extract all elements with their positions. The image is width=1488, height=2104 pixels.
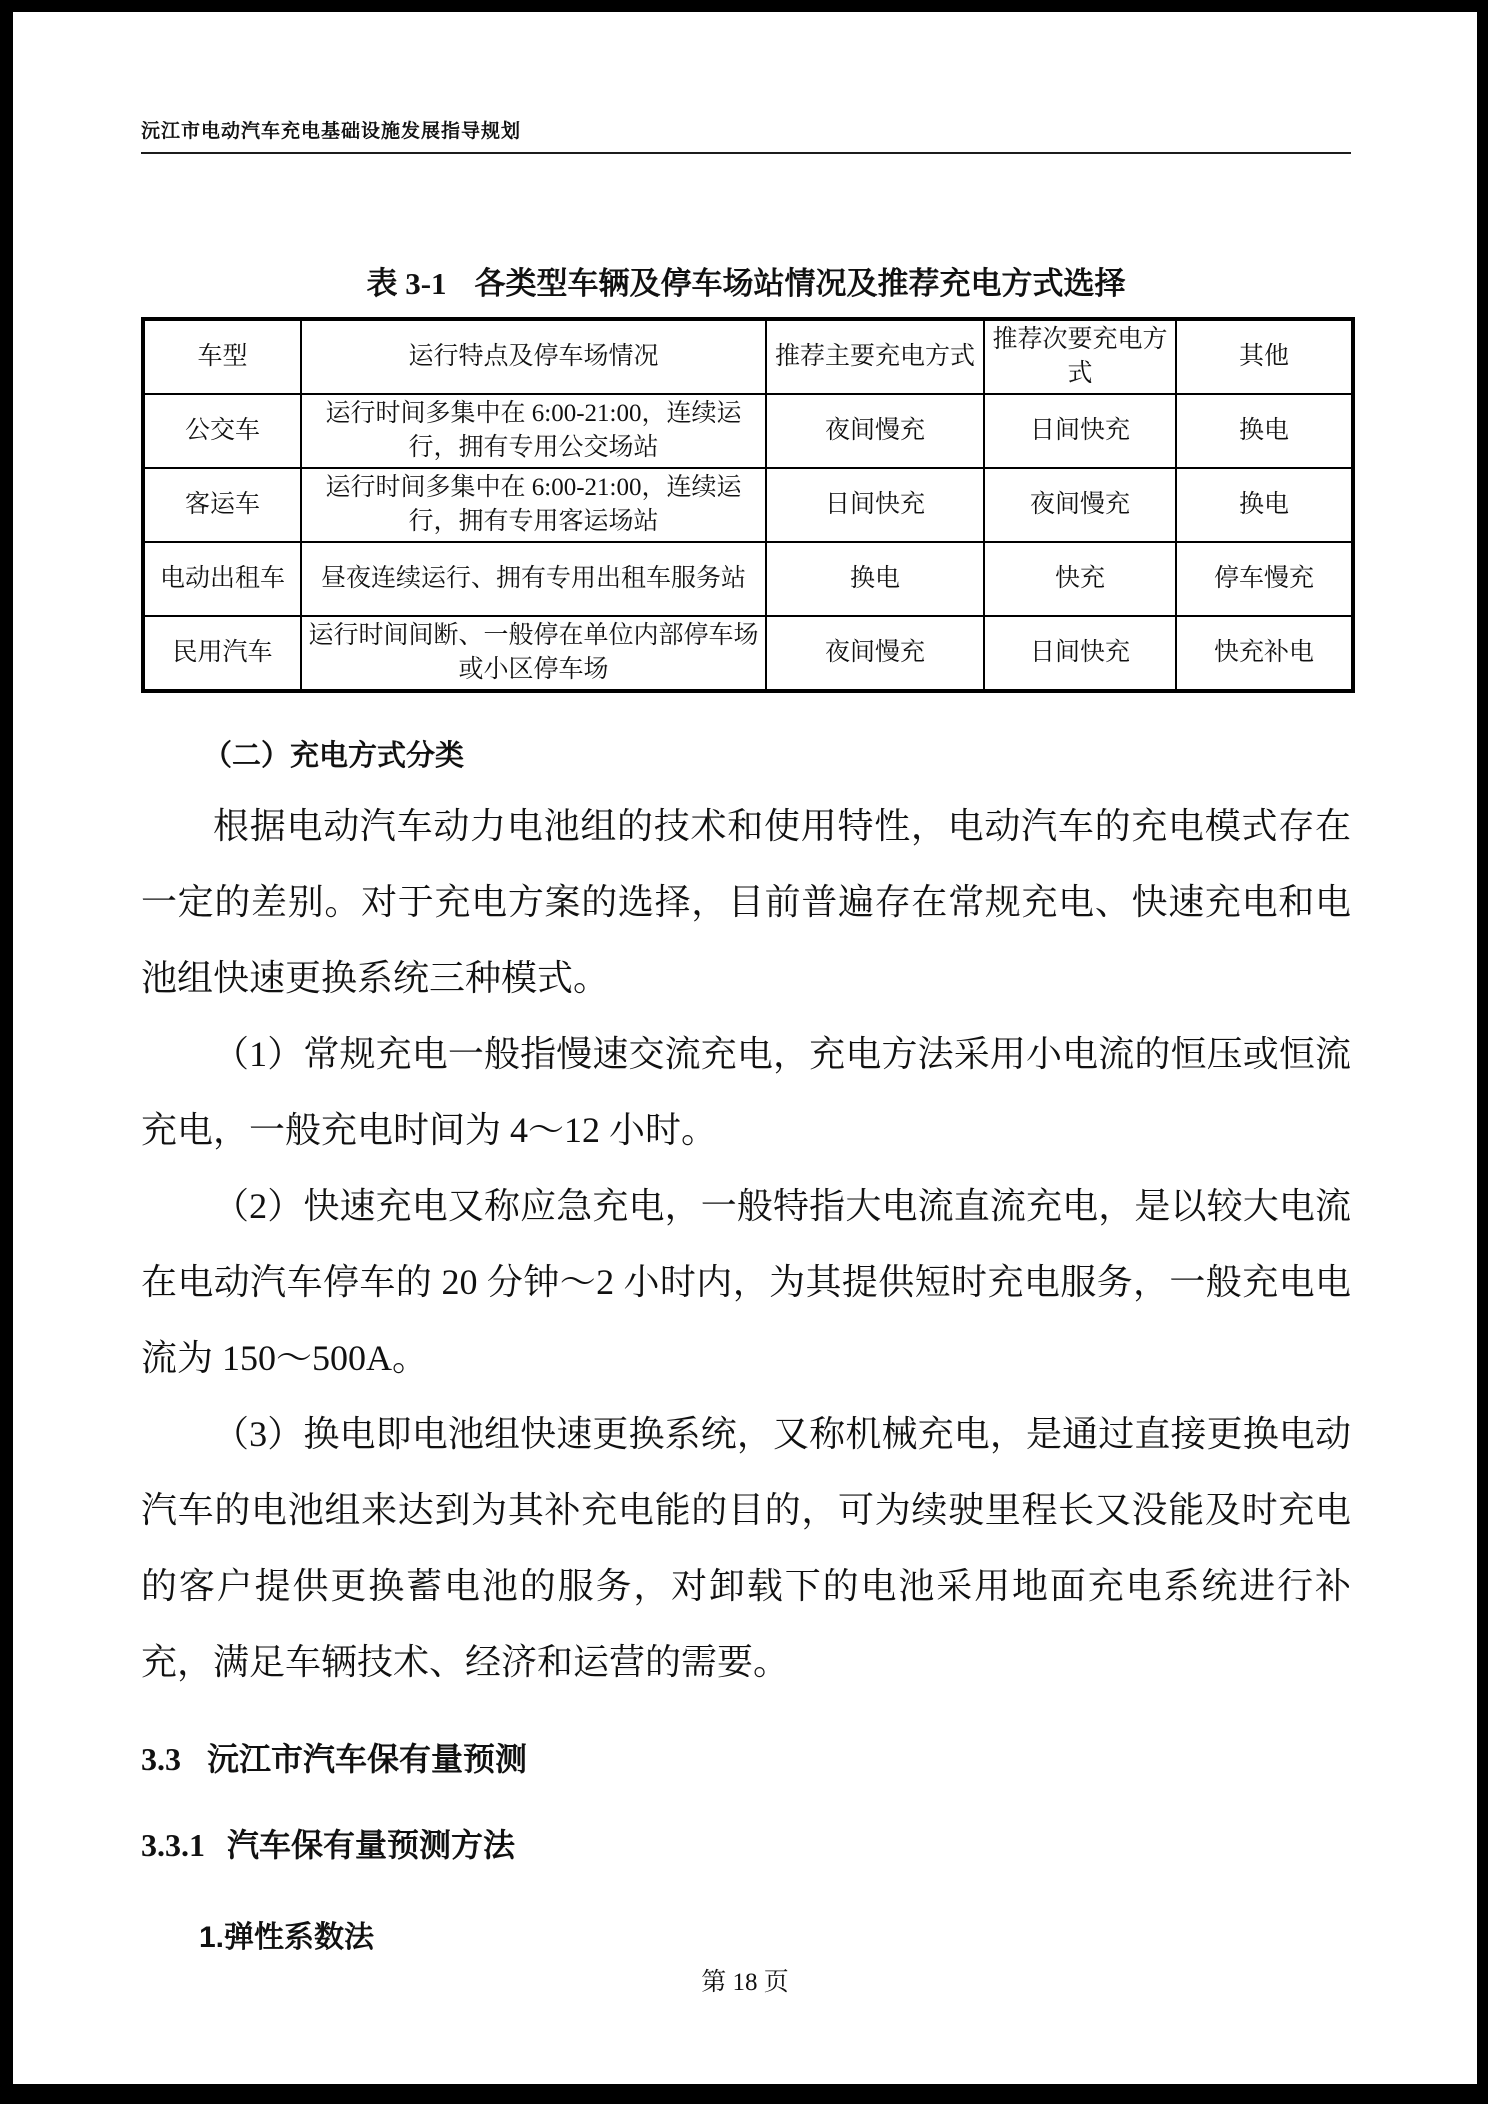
table-cell: 电动出租车 — [143, 542, 301, 616]
col-header-other: 其他 — [1176, 319, 1353, 394]
col-header-vehicle-type: 车型 — [143, 319, 301, 394]
table-row — [143, 468, 1353, 542]
col-header-operation: 运行特点及停车场情况 — [301, 319, 766, 394]
table-cell: 快充补电 — [1176, 616, 1353, 691]
section-heading-3-3-1 — [141, 1820, 1351, 1866]
table-cell: 夜间慢充 — [766, 616, 984, 691]
table-cell: 夜间慢充 — [984, 468, 1176, 542]
body-paragraphs — [141, 788, 1351, 1700]
page-number: 第 18 页 — [701, 1969, 789, 1996]
vehicle-charging-table — [141, 317, 1355, 693]
table-cell: 公交车 — [143, 394, 301, 468]
table-row — [143, 542, 1353, 616]
paragraph-fast-charging: （2）快速充电又称应急充电，一般特指大电流直流充电，是以较大电流在电动汽车停车的 20 分钟～2 小时内，为其提供短时充电服务，一般充电电流为 150～500A。 — [141, 1186, 1351, 1378]
paragraph-intro: 根据电动汽车动力电池组的技术和使用特性，电动汽车的充电模式存在一定的差别。对于充电方案的选择，目前普遍存在常规充电、快速充电和电池组快速更换系统三种模式。 — [141, 806, 1351, 998]
section-label: 沅江市汽车保有量预测 — [207, 1741, 528, 1777]
section-label: 汽车保有量预测方法 — [227, 1827, 516, 1863]
paragraph-battery-swap: （3）换电即电池组快速更换系统，又称机械充电，是通过直接更换电动汽车的电池组来达到为其补充电能的目的，可为续驶里程长又没能及时充电的客户提供更换蓄电池的服务，对卸载下的电池采用地面充电系统进行补充，满足车辆技术、经济和运营的需要。 — [141, 1414, 1351, 1682]
table-cell: 换电 — [1176, 394, 1353, 468]
table-cell: 客运车 — [143, 468, 301, 542]
table-caption-title: 各类型车辆及停车场站情况及推荐充电方式选择 — [474, 266, 1126, 301]
table-cell: 停车慢充 — [1176, 542, 1353, 616]
heading-elastic-coefficient-method: 1.弹性系数法 — [199, 1921, 375, 1954]
doc-header-title: 沅江市电动汽车充电基础设施发展指导规划 — [141, 121, 522, 142]
table-cell: 夜间慢充 — [766, 394, 984, 468]
section-number: 3.3.1 — [141, 1827, 205, 1863]
page-content — [13, 116, 1477, 1956]
paragraph-regular-charging: （1）常规充电一般指慢速交流充电，充电方法采用小电流的恒压或恒流充电，一般充电时间为 4～12 小时。 — [141, 1034, 1351, 1150]
table-caption-number: 表 3-1 — [366, 266, 447, 301]
table-cell: 运行时间多集中在 6:00-21:00，连续运行，拥有专用公交场站 — [301, 394, 766, 468]
table-caption — [141, 258, 1351, 303]
table-cell: 快充 — [984, 542, 1176, 616]
section-heading-charging-classification: （二）充电方式分类 — [203, 740, 465, 772]
col-header-primary-charging: 推荐主要充电方式 — [766, 319, 984, 394]
table-cell: 日间快充 — [984, 616, 1176, 691]
table-cell: 民用汽车 — [143, 616, 301, 691]
col-header-secondary-charging: 推荐次要充电方式 — [984, 319, 1176, 394]
table-row — [143, 616, 1353, 691]
section-number: 3.3 — [141, 1741, 181, 1777]
table-cell: 日间快充 — [984, 394, 1176, 468]
table-cell: 运行时间多集中在 6:00-21:00，连续运行，拥有专用客运场站 — [301, 468, 766, 542]
table-cell: 换电 — [1176, 468, 1353, 542]
table-cell: 日间快充 — [766, 468, 984, 542]
table-cell: 昼夜连续运行、拥有专用出租车服务站 — [301, 542, 766, 616]
table-cell: 运行时间间断、一般停在单位内部停车场或小区停车场 — [301, 616, 766, 691]
table-cell: 换电 — [766, 542, 984, 616]
table-row — [143, 394, 1353, 468]
section-heading-3-3 — [141, 1734, 1351, 1780]
header-rule — [141, 152, 1351, 154]
table-header-row — [143, 319, 1353, 394]
